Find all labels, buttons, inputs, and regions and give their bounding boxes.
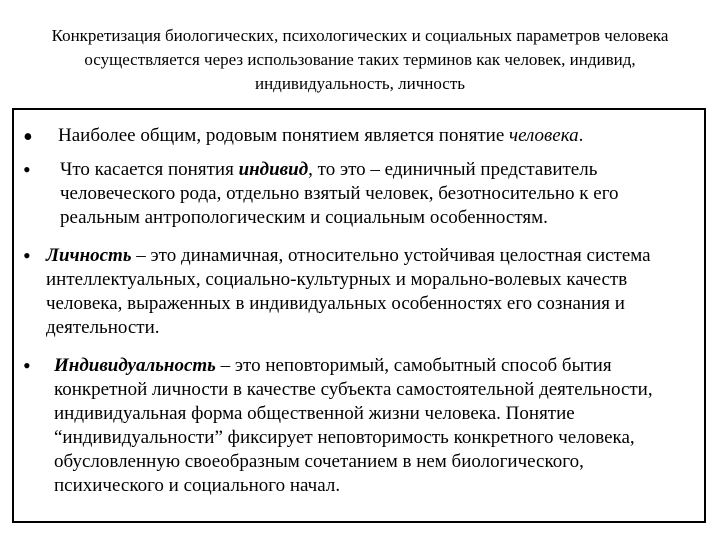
text-post: , то это – единичный представитель человеческого рода, отдельно взятый человек, безотносительно к его реальным антропологическим и социальным особенностям.	[60, 159, 619, 228]
text-post: – это неповторимый, самобытный способ бытия конкретной личности в качестве субъекта самостоятельной деятельности, индивидуальная форма общественной жизни человека. Понятие “индивидуальности” фиксирует неповторимость конкретного человека, обусловленную своеобразным сочетанием в нем биологического, психического и социального начал.	[54, 355, 653, 496]
text-post: – это динамичная, относительно устойчивая целостная система интеллектуальных, социально-культурных и морально-волевых качеств человека, выраженных в индивидуальных особенностях его сознания и деятельности.	[46, 245, 651, 338]
bullet-dot-icon: •	[23, 243, 31, 268]
term-individuality: Индивидуальность	[54, 355, 216, 376]
bullet-text	[54, 354, 698, 498]
bullet-dot-icon: •	[23, 122, 33, 153]
content-box	[12, 108, 706, 523]
term-personality: Личность	[46, 245, 132, 266]
text-pre: Наиболее общим, родовым понятием является понятие	[58, 125, 510, 146]
text-post: .	[578, 125, 584, 146]
bullet-text	[46, 244, 698, 340]
bullet-dot-icon: •	[23, 353, 31, 378]
bullet-text	[60, 158, 698, 230]
bullet-dot-icon: •	[23, 157, 31, 182]
bullet-text	[58, 124, 698, 148]
text-pre: Что касается понятия	[60, 159, 239, 180]
slide-title: Конкретизация биологических, психологических и социальных параметров человека осуществляется через использование таких терминов как человек, индивид, индивидуальность, личность	[51, 26, 669, 93]
term-human: человека	[509, 125, 579, 146]
term-individual: индивид	[238, 159, 309, 180]
